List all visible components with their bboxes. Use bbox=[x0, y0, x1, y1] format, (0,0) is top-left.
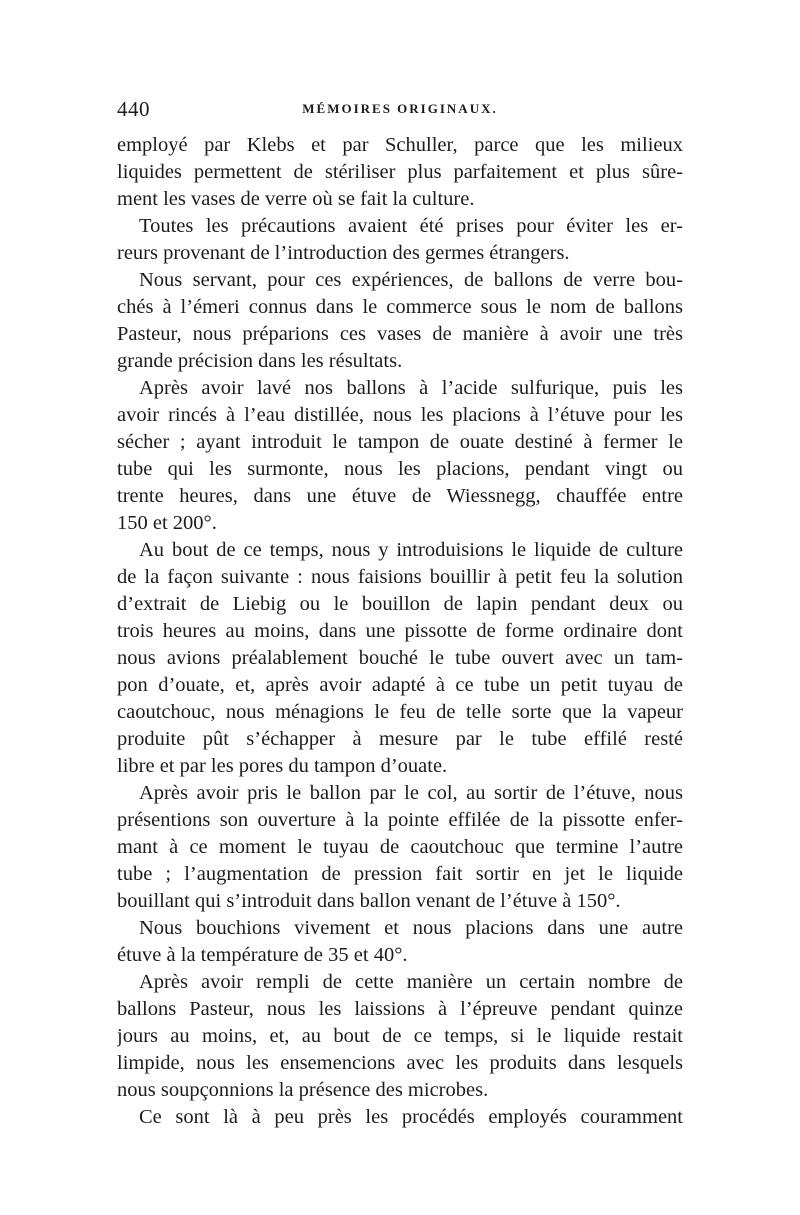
text-line: étuve à la température de 35 et 40°. bbox=[117, 944, 408, 966]
text-line: Ce sont là à peu près les procédés employés couramment bbox=[139, 1106, 683, 1128]
text-line: mant à ce moment le tuyau de caoutchouc que termine l’autre bbox=[117, 836, 683, 858]
text-line: tube qui les surmonte, nous les placions, pendant vingt ou bbox=[117, 458, 683, 480]
running-title: MÉMOIRES ORIGINAUX. bbox=[302, 101, 498, 116]
text-line: ballons Pasteur, nous les laissions à l’épreuve pendant quinze bbox=[117, 998, 683, 1020]
paragraph bbox=[117, 375, 683, 537]
text-line: libre et par les pores du tampon d’ouate. bbox=[117, 755, 448, 777]
text-line: bouillant qui s’introduit dans ballon venant de l’étuve à 150°. bbox=[117, 890, 621, 912]
page-header bbox=[117, 97, 683, 127]
paragraph bbox=[117, 915, 683, 969]
text-line: avoir rincés à l’eau distillée, nous les placions à l’étuve pour les bbox=[117, 404, 683, 426]
text-line: trois heures au moins, dans une pissotte de forme ordinaire dont bbox=[117, 620, 683, 642]
paragraph bbox=[117, 537, 683, 780]
text-line: produite pût s’échapper à mesure par le tube effilé resté bbox=[117, 728, 683, 750]
text-line: Au bout de ce temps, nous y introduisions le liquide de culture bbox=[139, 539, 683, 561]
text-line: Toutes les précautions avaient été prises pour éviter les er- bbox=[139, 215, 683, 237]
text-line: jours au moins, et, au bout de ce temps, si le liquide restait bbox=[117, 1025, 683, 1047]
paragraph bbox=[117, 132, 683, 213]
text-line: Après avoir pris le ballon par le col, au sortir de l’étuve, nous bbox=[139, 782, 683, 804]
text-line: nous avions préalablement bouché le tube ouvert avec un tam- bbox=[117, 647, 683, 669]
text-line: liquides permettent de stériliser plus parfaitement et plus sûre- bbox=[117, 161, 683, 183]
text-line: ment les vases de verre où se fait la culture. bbox=[117, 188, 475, 210]
text-line: présentions son ouverture à la pointe effilée de la pissotte enfer- bbox=[117, 809, 683, 831]
text-line: Nous bouchions vivement et nous placions dans une autre bbox=[139, 917, 683, 939]
text-line: Nous servant, pour ces expériences, de ballons de verre bou- bbox=[139, 269, 683, 291]
body-text bbox=[117, 132, 683, 1131]
paragraph bbox=[117, 1104, 683, 1131]
text-line: Après avoir rempli de cette manière un certain nombre de bbox=[139, 971, 683, 993]
text-line: 150 et 200°. bbox=[117, 512, 217, 534]
text-line: grande précision dans les résultats. bbox=[117, 350, 403, 372]
text-line: limpide, nous les ensemencions avec les produits dans lesquels bbox=[117, 1052, 683, 1074]
text-line: caoutchouc, nous ménagions le feu de telle sorte que la vapeur bbox=[117, 701, 683, 723]
text-line: employé par Klebs et par Schuller, parce que les milieux bbox=[117, 134, 683, 156]
text-line: trente heures, dans une étuve de Wiessnegg, chauffée entre bbox=[117, 485, 683, 507]
text-line: Pasteur, nous préparions ces vases de manière à avoir une très bbox=[117, 323, 683, 345]
text-line: d’extrait de Liebig ou le bouillon de lapin pendant deux ou bbox=[117, 593, 683, 615]
text-line: de la façon suivante : nous faisions bouillir à petit feu la solution bbox=[117, 566, 683, 588]
text-line: tube ; l’augmentation de pression fait sortir en jet le liquide bbox=[117, 863, 683, 885]
paragraph bbox=[117, 213, 683, 267]
paragraph bbox=[117, 780, 683, 915]
text-line: nous soupçonnions la présence des microbes. bbox=[117, 1079, 489, 1101]
text-line: reurs provenant de l’introduction des germes étrangers. bbox=[117, 242, 570, 264]
paragraph bbox=[117, 969, 683, 1104]
text-line: pon d’ouate, et, après avoir adapté à ce tube un petit tuyau de bbox=[117, 674, 683, 696]
text-line: chés à l’émeri connus dans le commerce sous le nom de ballons bbox=[117, 296, 683, 318]
text-line: Après avoir lavé nos ballons à l’acide sulfurique, puis les bbox=[139, 377, 683, 399]
text-line: sécher ; ayant introduit le tampon de ouate destiné à fermer le bbox=[117, 431, 683, 453]
page-number: 440 bbox=[117, 97, 150, 121]
paragraph bbox=[117, 267, 683, 375]
